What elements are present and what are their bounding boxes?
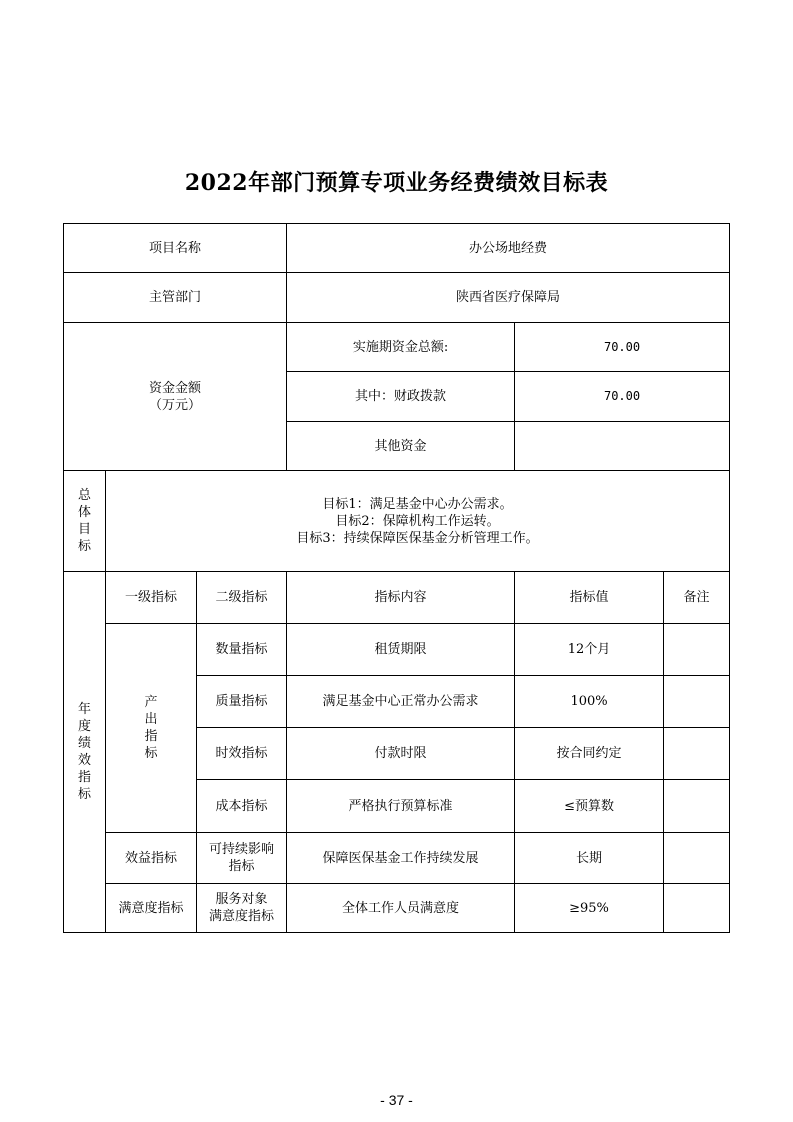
funds-total-label: 实施期资金总额: (287, 323, 515, 372)
goal-line: 目标2：保障机构工作运转。 (335, 513, 500, 529)
satisfaction-value: ≥95% (515, 884, 664, 933)
annual-label-char: 年 (77, 702, 91, 717)
indicator-row (64, 624, 730, 676)
indicator-value: 100% (515, 676, 664, 728)
funds-row (64, 323, 730, 372)
overall-goal-label-char: 目 (77, 522, 91, 537)
output-label-char: 产 (144, 695, 158, 710)
indicator-level2: 时效指标 (197, 728, 287, 780)
funds-label-line1: 资金金额 (149, 380, 202, 396)
indicator-content: 付款时限 (287, 728, 515, 780)
indicator-value: 12个月 (515, 624, 664, 676)
department-value: 陕西省医疗保障局 (287, 273, 730, 323)
goal-line: 目标1：满足基金中心办公需求。 (322, 496, 513, 512)
benefit-level2 (197, 833, 287, 884)
indicator-row (64, 884, 730, 933)
indicator-remark (664, 728, 730, 780)
funds-label-line2: （万元） (149, 397, 202, 413)
annual-label-char: 效 (77, 753, 91, 768)
satisfaction-level1: 满意度指标 (106, 884, 197, 933)
header-content: 指标内容 (287, 572, 515, 624)
annual-label-char: 标 (77, 787, 91, 802)
benefit-remark (664, 833, 730, 884)
satisfaction-remark (664, 884, 730, 933)
department-label: 主管部门 (64, 273, 287, 323)
goal-line: 目标3：持续保障医保基金分析管理工作。 (296, 530, 539, 546)
indicator-value: 按合同约定 (515, 728, 664, 780)
funds-fiscal-label: 其中：财政拨款 (287, 372, 515, 422)
indicator-level2: 成本指标 (197, 780, 287, 833)
output-label-char: 指 (144, 729, 158, 744)
indicator-content: 满足基金中心正常办公需求 (287, 676, 515, 728)
overall-goal-row (64, 471, 730, 572)
annual-label-char: 指 (77, 770, 91, 785)
overall-goal-label-char: 总 (77, 488, 91, 503)
funds-other-label: 其他资金 (287, 422, 515, 471)
output-label-char: 标 (144, 746, 158, 761)
indicator-row (64, 833, 730, 884)
header-level1: 一级指标 (106, 572, 197, 624)
header-remark: 备注 (664, 572, 730, 624)
indicator-content: 租赁期限 (287, 624, 515, 676)
indicator-level2: 数量指标 (197, 624, 287, 676)
benefit-content: 保障医保基金工作持续发展 (287, 833, 515, 884)
benefit-level1: 效益指标 (106, 833, 197, 884)
project-name-value: 办公场地经费 (287, 224, 730, 273)
funds-total-value: 70.00 (515, 323, 730, 372)
benefit-value: 长期 (515, 833, 664, 884)
benefit-level2-line2: 指标 (228, 859, 255, 874)
annual-label-char: 绩 (77, 736, 91, 751)
satisfaction-level2-line2: 满意度指标 (209, 909, 275, 924)
project-name-label: 项目名称 (64, 224, 287, 273)
project-name-row (64, 224, 730, 273)
indicator-level2: 质量指标 (197, 676, 287, 728)
indicator-value: ≤预算数 (515, 780, 664, 833)
overall-goal-content (106, 471, 730, 572)
funds-other-value (515, 422, 730, 471)
header-value: 指标值 (515, 572, 664, 624)
funds-label (64, 323, 287, 471)
benefit-level2-line1: 可持续影响 (209, 842, 275, 857)
overall-goal-label-char: 标 (77, 539, 91, 554)
annual-indicator-label (64, 572, 106, 933)
page-number: - 37 - (380, 1092, 413, 1108)
output-label-char: 出 (144, 712, 158, 727)
indicator-content: 严格执行预算标准 (287, 780, 515, 833)
page-title: 2022年部门预算专项业务经费绩效目标表 (184, 170, 609, 196)
header-level2: 二级指标 (197, 572, 287, 624)
output-indicator-label (106, 624, 197, 833)
funds-fiscal-value: 70.00 (515, 372, 730, 422)
indicator-remark (664, 676, 730, 728)
satisfaction-level2 (197, 884, 287, 933)
satisfaction-content: 全体工作人员满意度 (287, 884, 515, 933)
satisfaction-level2-line1: 服务对象 (215, 892, 268, 907)
indicator-header-row (64, 572, 730, 624)
overall-goal-label (64, 471, 106, 572)
department-row (64, 273, 730, 323)
overall-goal-label-char: 体 (77, 505, 91, 520)
indicator-remark (664, 780, 730, 833)
performance-target-table (63, 223, 730, 933)
indicator-remark (664, 624, 730, 676)
annual-label-char: 度 (77, 719, 91, 734)
